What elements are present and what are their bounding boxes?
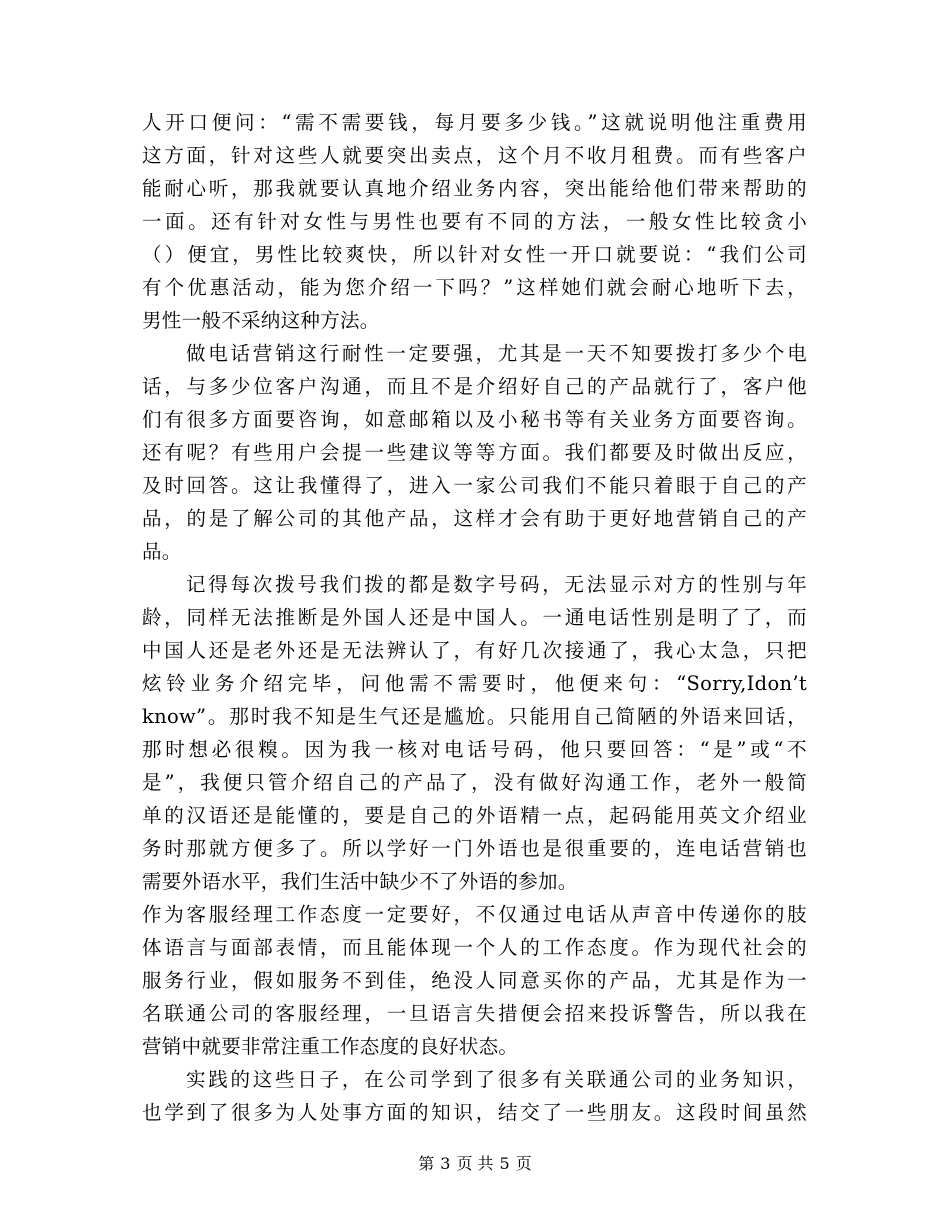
text-line: 中国人还是老外还是无法辨认了，有好几次接通了，我心太急，只把	[142, 639, 807, 662]
text-line: know”。那时我不知是生气还是尴尬。只能用自己简陋的外语来回话，	[142, 705, 807, 728]
text-line: 需要外语水平，我们生活中缺少不了外语的参加。	[142, 870, 578, 893]
text-line: （）便宜，男性比较爽快，所以针对女性一开口就要说：“我们公司	[142, 243, 807, 266]
text-line: 品。	[142, 540, 182, 563]
body-text	[142, 106, 807, 1129]
text-line: 们有很多方面要咨询，如意邮箱以及小秘书等有关业务方面要咨询。	[142, 408, 807, 431]
text-line: 及时回答。这让我懂得了，进入一家公司我们不能只着眼于自己的产	[142, 474, 807, 497]
text-line: 实践的这些日子，在公司学到了很多有关联通公司的业务知识，	[186, 1068, 807, 1091]
text-line: 这方面，针对这些人就要突出卖点，这个月不收月租费。而有些客户	[142, 144, 807, 167]
text-line: 务时那就方便多了。所以学好一门外语也是很重要的，连电话营销也	[142, 837, 807, 860]
text-line: 是”，我便只管介绍自己的产品了，没有做好沟通工作，老外一般简	[142, 771, 807, 794]
text-line: 作为客服经理工作态度一定要好，不仅通过电话从声音中传递你的肢	[142, 903, 807, 926]
text-line: 男性一般不采纳这种方法。	[142, 309, 380, 332]
text-line: 一面。还有针对女性与男性也要有不同的方法，一般女性比较贪小	[142, 210, 807, 233]
text-line: 有个优惠活动，能为您介绍一下吗？”这样她们就会耐心地听下去，	[142, 276, 807, 299]
text-line: 品，的是了解公司的其他产品，这样才会有助于更好地营销自己的产	[142, 507, 807, 530]
text-line: 营销中就要非常注重工作态度的良好状态。	[142, 1035, 519, 1058]
page-footer	[0, 1152, 950, 1176]
total-page-number: 5	[499, 1154, 510, 1173]
text-line: 也学到了很多为人处事方面的知识，结交了一些朋友。这段时间虽然	[142, 1101, 807, 1124]
text-line: 服务行业，假如服务不到佳，绝没人同意买你的产品，尤其是作为一	[142, 969, 807, 992]
text-line: 记得每次拨号我们拨的都是数字号码，无法显示对方的性别与年	[186, 573, 807, 596]
text-line: 话，与多少位客户沟通，而且不是介绍好自己的产品就行了，客户他	[142, 375, 807, 398]
text-line: 人开口便问：“需不需要钱，每月要多少钱。”这就说明他注重费用	[142, 111, 807, 134]
footer-suffix: 页	[515, 1154, 532, 1173]
text-line: 还有呢？有些用户会提一些建议等等方面。我们都要及时做出反应，	[142, 441, 807, 464]
text-line: 体语言与面部表情，而且能体现一个人的工作态度。作为现代社会的	[142, 936, 807, 959]
text-line: 名联通公司的客服经理，一旦语言失措便会招来投诉警告，所以我在	[142, 1002, 807, 1025]
text-line: 单的汉语还是能懂的，要是自己的外语精一点，起码能用英文介绍业	[142, 804, 807, 827]
text-line: 做电话营销这行耐性一定要强，尤其是一天不知要拨打多少个电	[186, 342, 807, 365]
footer-middle: 页 共	[456, 1154, 494, 1173]
footer-prefix: 第	[418, 1154, 435, 1173]
text-line: 那时想必很糗。因为我一核对电话号码，他只要回答：“是”或“不	[142, 738, 807, 761]
current-page-number: 3	[440, 1154, 451, 1173]
text-line: 能耐心听，那我就要认真地介绍业务内容，突出能给他们带来帮助的	[142, 177, 807, 200]
text-line: 龄，同样无法推断是外国人还是中国人。一通电话性别是明了了，而	[142, 606, 807, 629]
text-line: 炫铃业务介绍完毕，问他需不需要时，他便来句：“Sorry,Idon’t	[142, 672, 807, 695]
